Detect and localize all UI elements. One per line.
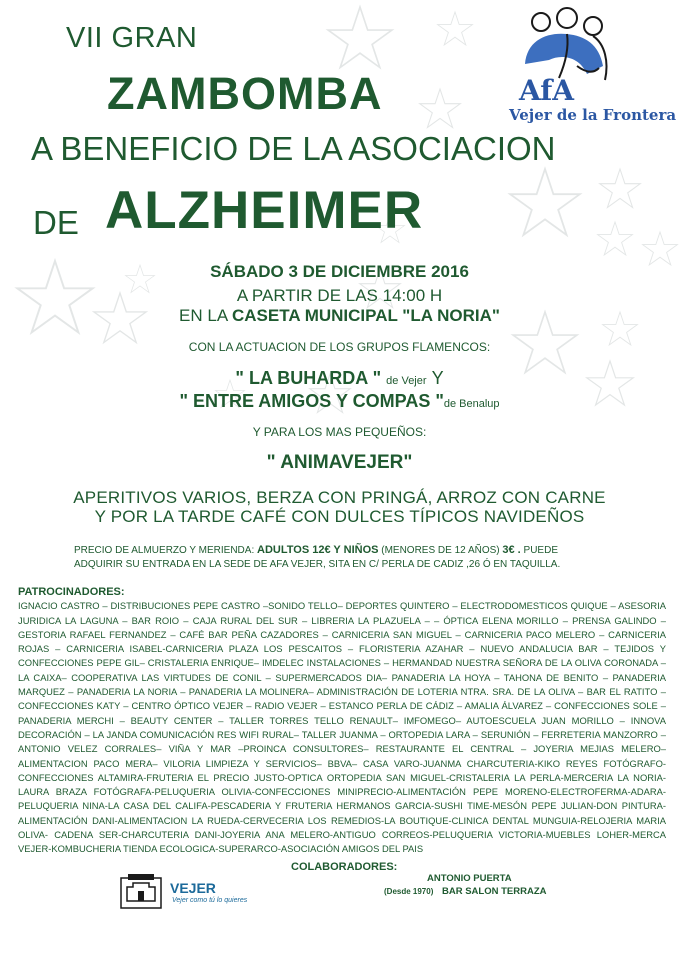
event-place [0, 306, 679, 326]
price-adults: ADULTOS 12€ Y NIÑOS [257, 544, 379, 556]
group-2-origin: de Benalup [443, 398, 500, 410]
sponsors-list: IGNACIO CASTRO – DISTRIBUCIONES PEPE CASTRO –SONIDO TELLO– DEPORTES QUINTERO – ELECTRODOMESTICOS QUIQUE – ASESORIA JURIDICA LA LAGUNA – BAR ROIO – CAJA RURAL DEL SUR – LIBRERIA LA PLAZUELA – – ÓPTICA ELENA MORILLO – PRENSA GALINDO – GESTORIA RAFAEL FERNANDEZ – CAFÉ BAR PEÑA CAZADORES – CARNICERIA SAN MIGUEL – CARNICERIA PACO MELERO – CARNICERIA ROJAS – CARNICERIA ISABEL-CARNICERIA PLAZA LOS PESCAITOS – FLORISTERIA AZAHAR – NUEVO ANDALUCIA BAR – TEJIDOS Y CONFECCIONES PEPE GIL– CRISTALERIA ENRIQUE– IMDELEC INSTALACIONES – HERMANDAD NUESTRA SEÑORA DE LA OLIVA CORONADA – LA CAIXA– COOPERATIVA LAS VIRTUDES DE CONIL – SUPERMERCADOS DIA– PANADERIA LA HOYA – TAHONA DE BENITO – PANADERIA MARQUEZ – PANADERIA LA NORIA – PANADERIA LA MOLINERA– ADMINISTRACIÓN DE LOTERIA NTRA. SRA. DE LA OLIVA – BAR EL RATITO – CONFECCIONES KATY – CENTRO ÓPTICO VEJER – RADIO VEJER – ESTANCO PERLA DE CÁDIZ – AMALIA ÁLVAREZ – CONFECCIONES SOLE – PANADERIA MERCHI – BEAUTY CENTER – TALLER TORRES TELLO RENAULT– IMFOMEGO– AUTOESCUELA JUAN MORILLO – INNOVA DECORACIÓN – LA JANDA COMUNICACIÓN RES WIFI RURAL– TALLER JUANMA – ORTOPEDIA LARA – SERUNIÓN – FERRETERIA MANZORRO –ANTONIO VELEZ CORRALES– VIÑA Y MAR –PROINCA CONSULTORES– RESTAURANTE EL CENTRAL – JOYERIA MEJIAS MELERO– ALIMENTACION PACO MERA– VILORIA LIMPIEZA Y SERVICIOS– BBVA– CASA VARO-JUANMA CHARCUTERIA-KIKO REYES FOTÓGRAFO-CONFECCIONES ALTAMIRA-FRUTERIA EL PRECIO JUSTO-OPTICA ORTOPEDIA SAN MIGUEL-CRISTALERIA LA PERLA-MERCERIA LA NORIA-LAURA BRAZA FOTÓGRAFA-PELUQUERIA OLIVIA-CONFECCIONES MINIPRECIO-ALIMENTACIÓN PEPE MORENO-ELECTROFERMA-ADARA-PELUQUERIA NINA-LA CASA DEL CALIFA-PESCADERIA Y FRUTERIA HERMANOS GARCIA-SUSHI TIME-MESÓN PEPE JULIAN-DON PINTURA-ALIMENTACIÓN DANI-ALIMENTACION LA RUEDA-CERVECERIA LOS REMEDIOS-LA BOUTIQUE-CLINICA DENTAL MUNGUIA-RELOJERIA MARIA OLIVA- CADENA SER-CHARCUTERIA DANI-JOYERIA ANA MELERO-ANTIGUO CORREOS-PELUQUERIA VICTORIA-MUEBLES LOHER-MERCA VEJER-KOMBUCHERIA TIENDA ECOLOGICA-SUPERARCO-ASOCIACIÓN AMIGOS DEL PAIS [18, 600, 666, 855]
title-line-4-prefix: DE [33, 204, 79, 241]
price-tail: PUEDE [523, 545, 558, 556]
collaborators-header: COLABORADORES: [291, 861, 398, 873]
kids-intro: Y PARA LOS MAS PEQUEÑOS: [252, 425, 427, 439]
price-kids-note: (MENORES DE 12 AÑOS) [381, 545, 500, 556]
title-line-1: VII GRAN [66, 22, 198, 54]
price-info [74, 543, 614, 572]
group-1-name: " LA BUHARDA " [235, 368, 382, 388]
price-kids: 3€ . [502, 544, 521, 556]
collaborator-since: (Desde 1970) [384, 887, 434, 896]
vejer-council-tagline: Vejer como tú lo quieres [172, 897, 248, 904]
group-2 [0, 391, 679, 412]
menu-line-1: APERITIVOS VARIOS, BERZA CON PRINGÁ, ARROZ CON CARNE [73, 488, 606, 507]
title-line-2: ZAMBOMBA [107, 68, 383, 119]
group-2-name: " ENTRE AMIGOS Y COMPAS " [179, 391, 444, 411]
price-line-2: ADQUIRIR SU ENTRADA EN LA SEDE DE AFA VEJER, SITA EN C/ PERLA DE CADIZ ,26 Ó EN TAQUILLA. [74, 559, 561, 570]
vejer-crest-icon [118, 873, 164, 911]
event-time: A PARTIR DE LAS 14:00 H [236, 286, 443, 305]
kids-show: " ANIMAVEJER" [266, 452, 413, 473]
title-line-3: A BENEFICIO DE LA ASOCIACION [31, 130, 556, 167]
event-place-name: CASETA MUNICIPAL "LA NORIA" [231, 306, 500, 325]
event-date: SÁBADO 3 DE DICIEMBRE 2016 [210, 262, 469, 281]
group-1 [0, 368, 679, 389]
collaborator-business: BAR SALON TERRAZA [442, 886, 547, 897]
vejer-council-name: VEJER [170, 880, 216, 896]
sponsors-header: PATROCINADORES: [18, 586, 125, 598]
title-line-4-main: ALZHEIMER [105, 181, 424, 240]
afa-logo-letters: AfA [519, 74, 575, 107]
collaborator-desc [384, 886, 547, 897]
price-label: PRECIO DE ALMUERZO Y MERIENDA: [74, 545, 255, 556]
collaborator-name: ANTONIO PUERTA [427, 873, 512, 884]
groups-intro: CON LA ACTUACION DE LOS GRUPOS FLAMENCOS: [188, 340, 491, 354]
afa-logo-name: Vejer de la Frontera [509, 106, 677, 124]
sponsors-block [18, 585, 666, 857]
group-1-and: Y [431, 368, 444, 388]
menu-line-2: Y POR LA TARDE CAFÉ CON DULCES TÍPICOS NAVIDEÑOS [94, 507, 585, 526]
event-place-prefix: EN LA [179, 306, 228, 325]
group-1-origin: de Vejer [386, 375, 427, 387]
